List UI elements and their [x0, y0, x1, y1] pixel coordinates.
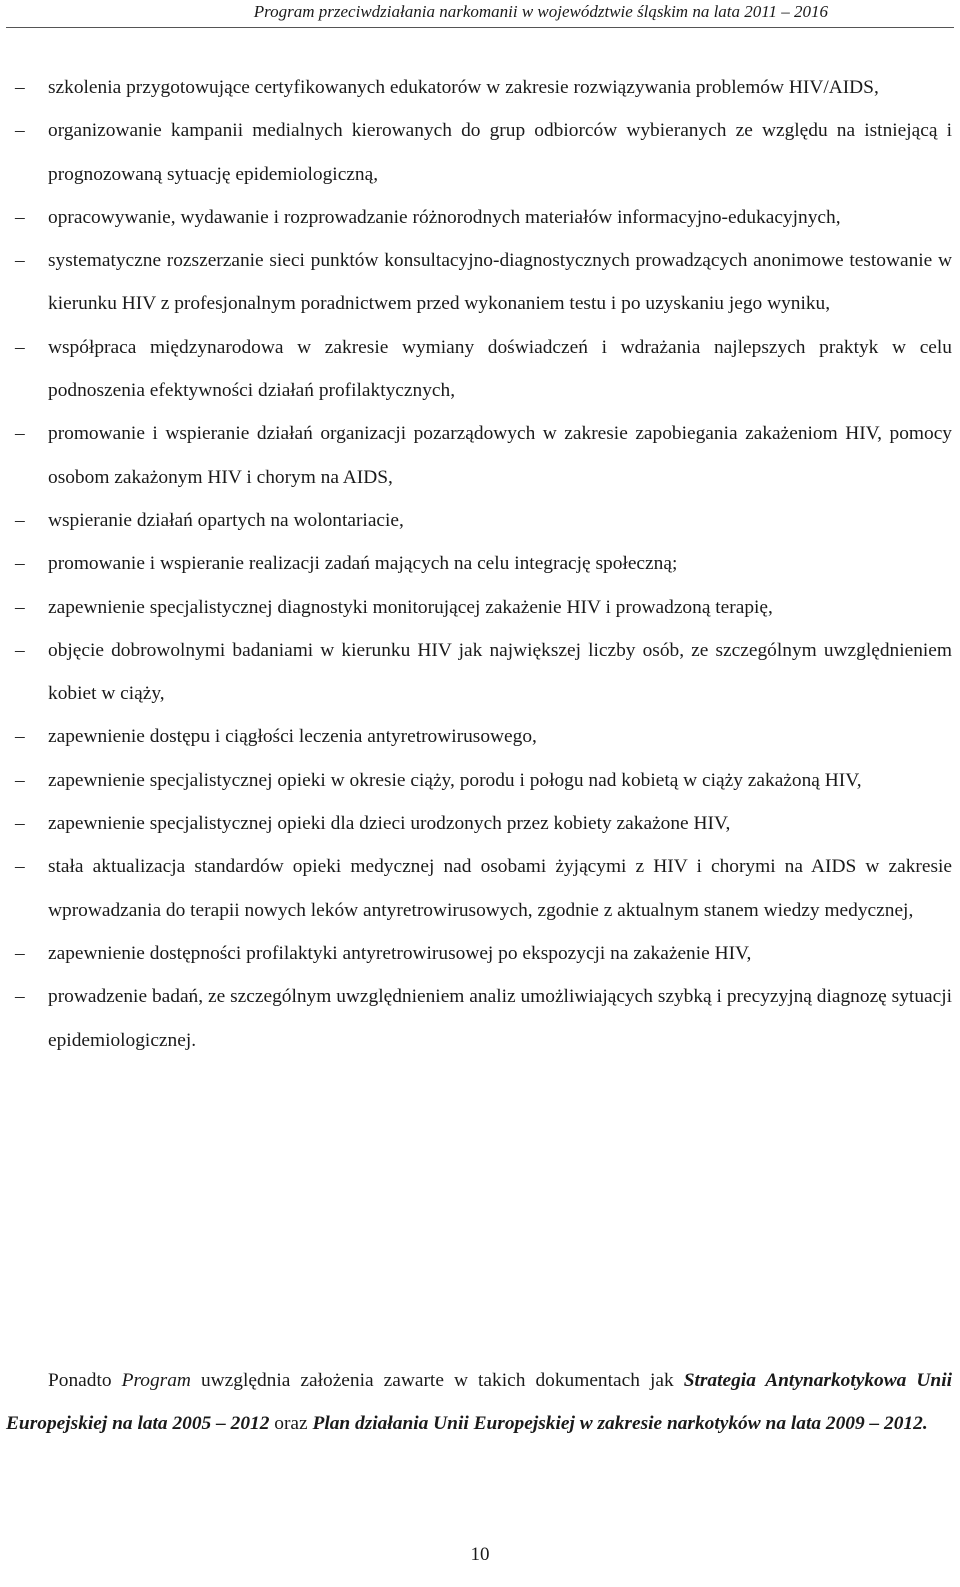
dash-marker: – [15, 942, 25, 964]
list-item [6, 715, 952, 758]
list-item [6, 499, 952, 542]
dash-marker: – [15, 336, 25, 358]
list-item-text: promowanie i wspieranie realizacji zadań mających na celu integrację społeczną; [48, 553, 678, 575]
dash-marker: – [15, 206, 25, 228]
program-term: Program [121, 1370, 191, 1391]
dash-marker: – [15, 509, 25, 531]
list-item [6, 326, 952, 413]
list-item-text: zapewnienie specjalistycznej opieki dla dzieci urodzonych przez kobiety zakażone HIV, [48, 813, 731, 835]
bullet-list [6, 66, 952, 1062]
list-item [6, 932, 952, 975]
list-item-text: zapewnienie dostępu i ciągłości leczenia antyretrowirusowego, [48, 726, 537, 748]
dash-marker: – [15, 553, 25, 575]
list-item [6, 629, 952, 716]
list-item [6, 109, 952, 196]
dash-marker: – [15, 120, 25, 142]
list-item-text: wspieranie działań opartych na wolontariacie, [48, 509, 404, 531]
running-header: Program przeciwdziałania narkomanii w województwie śląskim na lata 2011 – 2016 [253, 2, 828, 21]
list-item [6, 66, 952, 109]
list-item [6, 412, 952, 499]
list-item [6, 975, 952, 1062]
closing-text-2: uwzględnia założenia zawarte w takich dokumentach jak [190, 1370, 684, 1391]
closing-paragraph [6, 1359, 952, 1446]
list-item-text: współpraca międzynarodowa w zakresie wymiany doświadczeń i wdrażania najlepszych praktyk w celu podnoszenia efektywności działań profilaktycznych, [48, 336, 952, 402]
dash-marker: – [15, 77, 25, 98]
dash-marker: – [15, 639, 25, 661]
list-item-text: prowadzenie badań, ze szczególnym uwzględnieniem analiz umożliwiających szybką i precyzyjną diagnozę sytuacji epidemiologicznej. [48, 986, 952, 1051]
closing-text-3: oraz [269, 1413, 313, 1435]
document-title-strategy: Strategia Antynarkotykowa Unii Europejskiej na lata 2005 – 2012 [6, 1370, 952, 1435]
list-item-text: zapewnienie dostępności profilaktyki antyretrowirusowej po ekspozycji na zakażenie HIV, [48, 942, 752, 964]
dash-marker: – [15, 813, 25, 835]
list-item [6, 802, 952, 845]
list-item [6, 845, 952, 932]
list-item-text: objęcie dobrowolnymi badaniami w kierunku HIV jak największej liczby osób, ze szczególnym uwzględnieniem kobiet w ciąży, [48, 639, 952, 705]
list-item-text: organizowanie kampanii medialnych kierowanych do grup odbiorców wybieranych ze względu na istniejącą i prognozowaną sytuację epidemiologiczną, [48, 120, 952, 185]
page-number: 10 [470, 1544, 490, 1565]
list-item [6, 196, 952, 239]
list-item [6, 759, 952, 802]
closing-text-1: Ponadto [48, 1370, 122, 1391]
list-item-text: szkolenia przygotowujące certyfikowanych edukatorów w zakresie rozwiązywania problemów HIV/AIDS, [48, 77, 879, 98]
dash-marker: – [15, 423, 25, 445]
document-title-action-plan: Plan działania Unii Europejskiej w zakresie narkotyków na lata 2009 – 2012. [312, 1413, 928, 1435]
dash-marker: – [15, 986, 25, 1008]
dash-marker: – [15, 769, 25, 791]
list-item-text: stała aktualizacja standardów opieki medycznej nad osobami żyjącymi z HIV i chorymi na AIDS w zakresie wprowadzania do terapii nowych leków antyretrowirusowych, zgodnie z aktualnym stanem wiedzy medycznej, [48, 856, 952, 921]
dash-marker: – [15, 596, 25, 618]
list-item [6, 542, 952, 585]
list-item-text: systematyczne rozszerzanie sieci punktów konsultacyjno-diagnostycznych prowadzących anonimowe testowanie w kierunku HIV z profesjonalnym poradnictwem przed wykonaniem testu i po uzyskaniu jego wyniku, [48, 250, 952, 315]
list-item [6, 586, 952, 629]
list-item-text: promowanie i wspieranie działań organizacji pozarządowych w zakresie zapobiegania zakażeniom HIV, pomocy osobom zakażonym HIV i chorym na AIDS, [48, 423, 952, 488]
list-item-text: opracowywanie, wydawanie i rozprowadzanie różnorodnych materiałów informacyjno-edukacyjnych, [48, 206, 841, 228]
list-item [6, 239, 952, 326]
dash-marker: – [15, 250, 25, 272]
list-item-text: zapewnienie specjalistycznej diagnostyki monitorującej zakażenie HIV i prowadzoną terapię, [48, 596, 773, 618]
header-divider [6, 27, 954, 28]
dash-marker: – [15, 856, 25, 878]
dash-marker: – [15, 726, 25, 748]
list-item-text: zapewnienie specjalistycznej opieki w okresie ciąży, porodu i połogu nad kobietą w ciąży zakażoną HIV, [48, 769, 862, 791]
